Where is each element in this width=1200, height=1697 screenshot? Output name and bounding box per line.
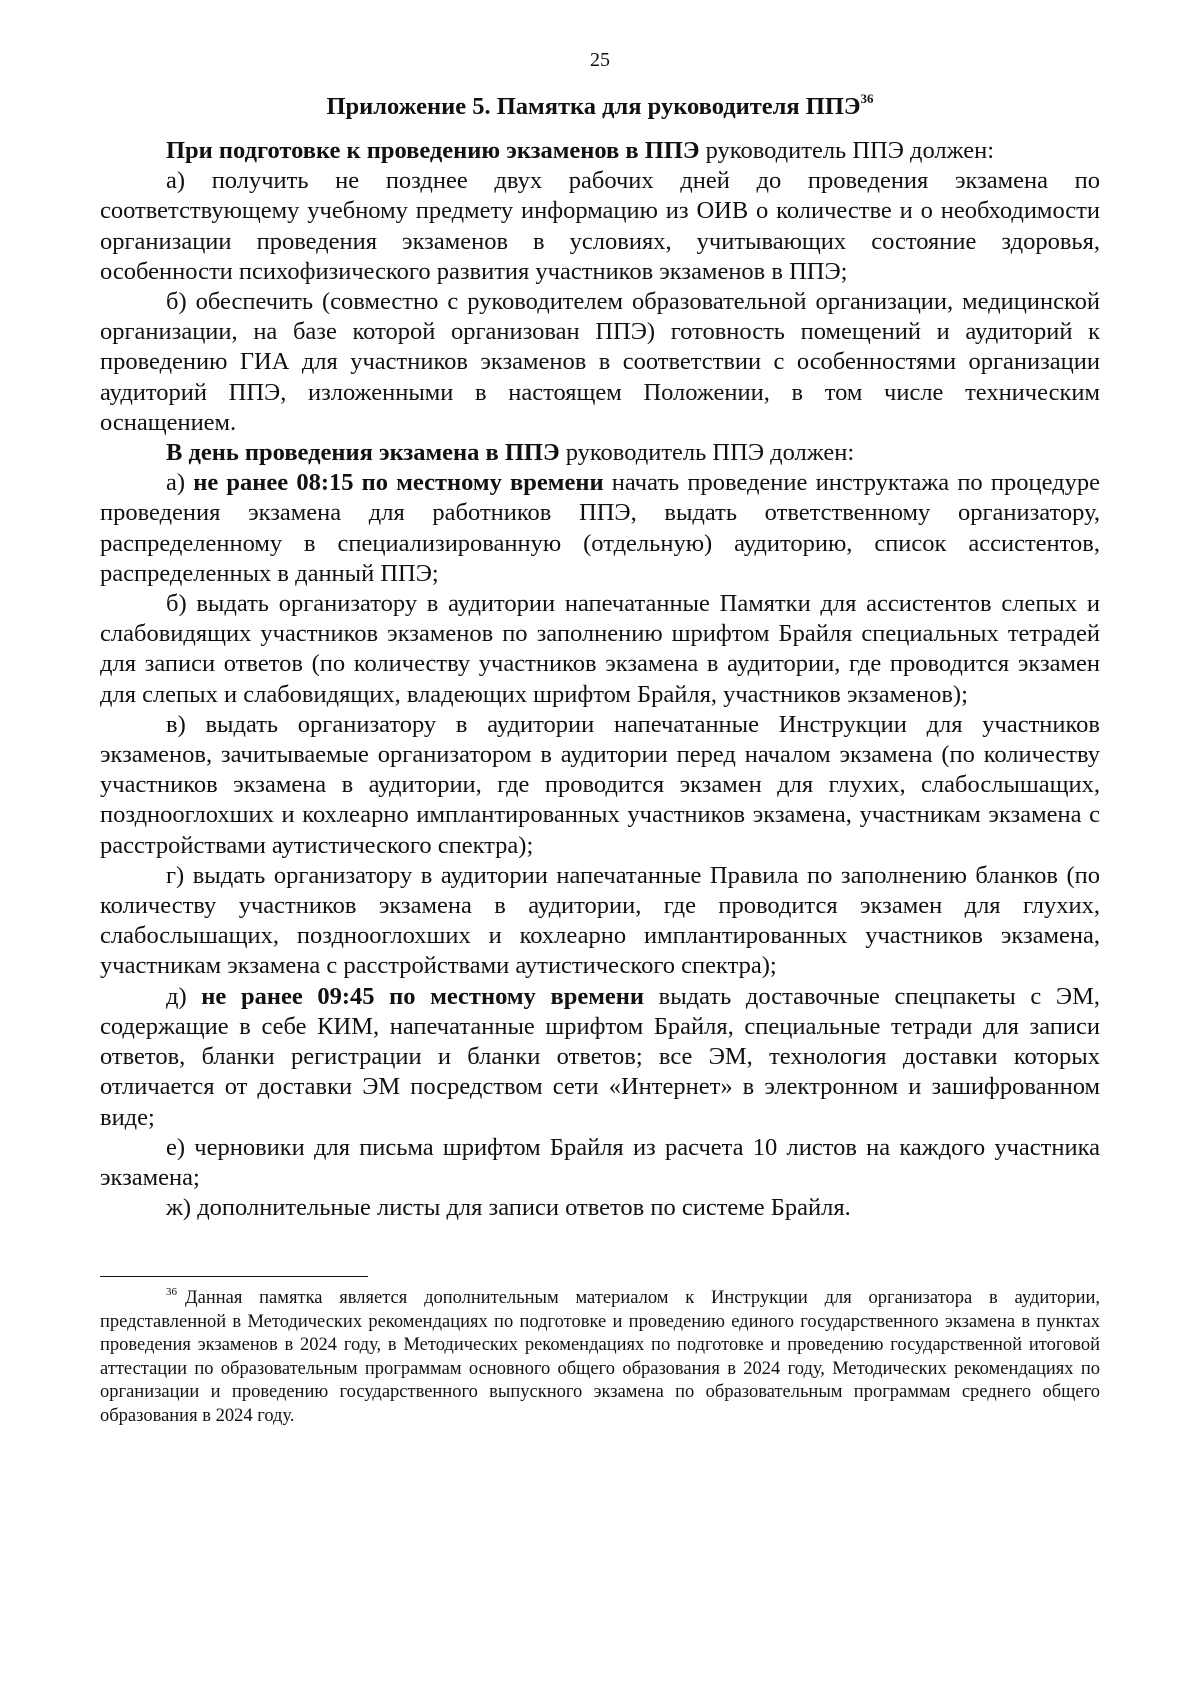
page-title-text: Приложение 5. Памятка для руководителя ППЭ (326, 93, 861, 120)
prep-item-a: а) получить не позднее двух рабочих дней до проведения экзамена по соответствующему учебному предмету информацию из ОИВ о количестве и о необходимости организации проведения экзаменов в условиях, учитывающих состояние здоровья, особенности психофизического развития участников экзаменов в ППЭ; (100, 167, 1100, 285)
footnote-number: 36 (166, 1286, 177, 1299)
exam-day-item-a-time: не ранее 08:15 по местному времени (193, 469, 604, 497)
footnote-divider (100, 1276, 368, 1277)
prep-item-b: б) обеспечить (совместно с руководителем образовательной организации, медицинской организации, на базе которой организован ППЭ) готовность помещений и аудиторий к проведению ГИА для участников экзаменов в соответствии с особенностями организации аудиторий ППЭ, изложенными в настоящем Положении, в том числе техническим оснащением. (100, 288, 1100, 436)
prep-heading (100, 136, 1100, 166)
exam-day-item-v: в) выдать организатору в аудитории напечатанные Инструкции для участников экзаменов, зачитываемые организатором в аудитории перед началом экзамена (по количеству участников экзамена в аудитории, где проводится экзамен для глухих, слабослышащих, позднооглохших и кохлеарно имплантированных участников экзамена, участникам экзамена с расстройствами аутистического спектра); (100, 710, 1100, 859)
exam-day-item-e: е) черновики для письма шрифтом Брайля из расчета 10 листов на каждого участника экзамена; (100, 1133, 1100, 1191)
exam-day-item-zh: ж) дополнительные листы для записи ответов по системе Брайля. (166, 1194, 851, 1222)
footnote (100, 1287, 1100, 1428)
exam-day-heading-bold: В день проведения экзамена в ППЭ (166, 439, 560, 467)
document-page (100, 48, 1100, 1428)
prep-heading-bold: При подготовке к проведению экзаменов в ППЭ (166, 137, 700, 164)
exam-day-item-a-prefix: а) (166, 469, 194, 497)
exam-day-item-a-text: начать проведение инструктажа по процедуре проведения экзамена для работников ППЭ, выдать ответственному организатору, распределенному в специализированную (отдельную) аудиторию, список ассистентов, распределенных в данный ППЭ; (100, 469, 1100, 587)
prep-heading-rest: руководитель ППЭ должен: (699, 137, 995, 164)
exam-day-heading-rest: руководитель ППЭ должен: (559, 439, 855, 467)
exam-day-heading (100, 438, 1100, 468)
exam-day-item-b: б) выдать организатору в аудитории напечатанные Памятки для ассистентов слепых и слабовидящих участников экзаменов по заполнению шрифтом Брайля специальных тетрадей для записи ответов (по количеству участников экзамена в аудитории, где проводится экзамен для слепых и слабовидящих, владеющих шрифтом Брайля, участников экзаменов); (100, 590, 1100, 708)
exam-day-item-d-prefix: д) (166, 982, 202, 1010)
title-footnote-ref[interactable]: 36 (860, 91, 874, 106)
page-number: 25 (590, 49, 610, 71)
exam-day-item-d-time: не ранее 09:45 по местному времени (201, 982, 644, 1010)
exam-day-item-a (100, 468, 1100, 589)
exam-day-item-g: г) выдать организатору в аудитории напечатанные Правила по заполнению бланков (по количеству участников экзамена в аудитории, где проводится экзамен для глухих, слабослышащих, позднооглохших и кохлеарно имплантированных участников экзамена, участникам экзамена с расстройствами аутистического спектра); (100, 861, 1100, 980)
footnote-text: Данная памятка является дополнительным материалом к Инструкции для организатора в аудитории, представленной в Методических рекомендациях по подготовке и проведению единого государственного экзамена в пунктах проведения экзаменов в 2024 году, в Методических рекомендациях по подготовке и проведению государственной итоговой аттестации по образовательным программам основного общего образования в 2024 году, Методических рекомендациях по организации и проведению государственного выпускного экзамена по образовательным программам среднего общего образования в 2024 году. (100, 1288, 1100, 1426)
page-title (100, 92, 1100, 122)
exam-day-item-d (100, 982, 1100, 1133)
body-text (100, 136, 1100, 1223)
exam-day-item-d-text: выдать доставочные спецпакеты с ЭМ, содержащие в себе КИМ, напечатанные шрифтом Брайля, специальные тетради для записи ответов, бланки регистрации и бланки ответов; все ЭМ, технология доставки которых отличается от доставки ЭМ посредством сети «Интернет» в электронном и зашифрованном виде; (100, 982, 1101, 1131)
